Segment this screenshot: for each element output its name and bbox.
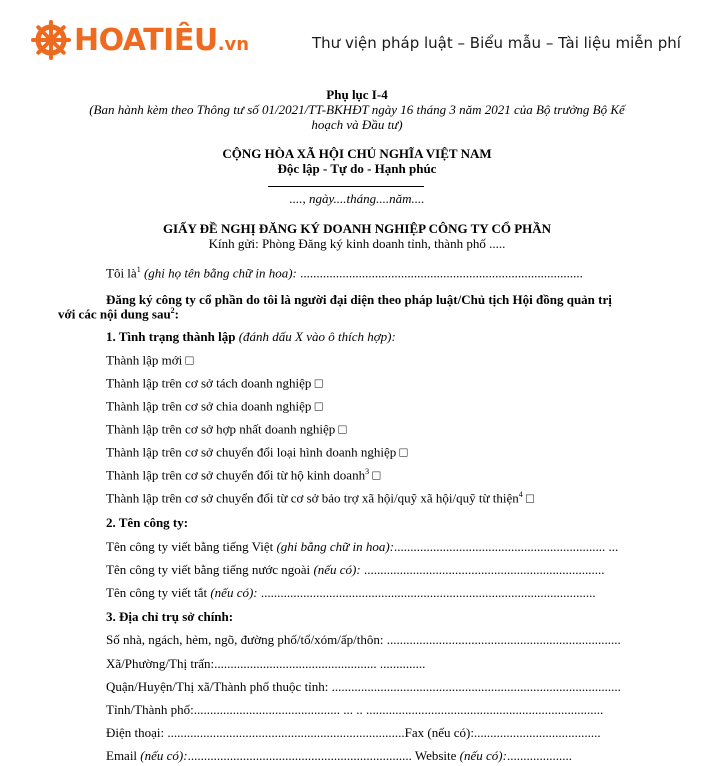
company-name-foreign <box>106 562 604 578</box>
company-name-vn-label: Tên công ty viết bằng tiếng Việt <box>106 539 274 554</box>
company-name-foreign-hint: (nếu có): <box>310 562 361 577</box>
status-footnote: 3 <box>365 467 370 476</box>
status-option-label: Thành lập trên cơ sở tách doanh nghiệp <box>106 375 312 391</box>
website-field[interactable]: .................... <box>506 748 572 763</box>
logo-suffix: .vn <box>217 33 250 55</box>
section1-hint: (đánh dấu X vào ô thích hợp): <box>235 329 396 344</box>
status-option-label: Thành lập mới <box>106 352 183 368</box>
applicant-hint: (ghi họ tên bằng chữ in hoa): <box>140 265 297 281</box>
status-option-label: Thành lập trên cơ sở chuyển đổi từ hộ kinh doanh <box>106 467 366 483</box>
company-name-vn-hint: (ghi bằng chữ in hoa): <box>273 539 395 554</box>
date-line: ...., ngày....tháng....năm.... <box>289 191 425 206</box>
register-colon: : <box>174 306 180 322</box>
ship-wheel-icon <box>30 19 72 61</box>
site-header <box>0 0 714 72</box>
company-name-foreign-label: Tên công ty viết bằng tiếng nước ngoài <box>106 562 311 577</box>
applicant-prefix: Tôi là <box>106 265 137 281</box>
footnote-2: 2 <box>170 306 175 315</box>
website-hint: (nếu có): <box>459 748 507 763</box>
recipient-line: Kính gửi: Phòng Đăng ký kinh doanh tỉnh, thành phố ..... <box>208 236 506 251</box>
status-option-merge[interactable] <box>106 421 346 437</box>
address-province-field[interactable]: Tỉnh/Thành phố:............................................. ... .. ......................................................................... <box>106 702 604 717</box>
company-name-vn-field[interactable]: ................................................................. ... <box>394 539 619 554</box>
status-option-divide[interactable] <box>106 398 323 414</box>
company-name-short-hint: (nếu có): <box>207 585 258 600</box>
status-option-new[interactable] <box>106 352 193 368</box>
address-street-field[interactable]: Số nhà, ngách, hẻm, ngõ, đường phố/tổ/xóm/ấp/thôn: ........................................................................ <box>106 632 621 647</box>
appendix-title: Phụ lục I-4 <box>326 87 388 102</box>
checkbox[interactable]: □ <box>182 352 194 368</box>
checkbox[interactable]: □ <box>335 421 347 437</box>
checkbox[interactable]: □ <box>311 398 323 414</box>
email-website-line <box>106 748 572 764</box>
checkbox[interactable]: □ <box>396 444 408 460</box>
checkbox[interactable]: □ <box>522 490 534 506</box>
checkbox[interactable]: □ <box>311 375 323 391</box>
phone-fax-field[interactable]: Điện thoại: .........................................................................Fax (nếu có):....................................... <box>106 725 601 740</box>
checkbox[interactable]: □ <box>369 467 381 483</box>
company-name-short-field[interactable]: ....................................................................................................... <box>257 585 596 600</box>
status-option-household[interactable] <box>106 467 380 483</box>
company-name-short-label: Tên công ty viết tắt <box>106 585 208 600</box>
appendix-note-line1: (Ban hành kèm theo Thông tư số 01/2021/TT-BKHĐT ngày 16 tháng 3 năm 2021 của Bộ trưởng Bộ Kế <box>89 102 625 117</box>
address-district-field[interactable]: Quận/Huyện/Thị xã/Thành phố thuộc tỉnh: ......................................................................................... <box>106 679 621 694</box>
company-name-foreign-field[interactable]: .......................................................................... <box>360 562 605 577</box>
status-option-label: Thành lập trên cơ sở chuyển đổi từ cơ sở bảo trợ xã hội/quỹ xã hội/quỹ từ thiện <box>106 490 519 506</box>
national-motto: Độc lập - Tự do - Hạnh phúc <box>277 161 437 176</box>
address-ward-field[interactable]: Xã/Phường/Thị trấn:.................................................. .............. <box>106 656 426 671</box>
register-line2-text: với các nội dung sau <box>58 306 171 322</box>
status-option-label: Thành lập trên cơ sở chuyển đổi loại hình doanh nghiệp <box>106 444 397 460</box>
status-option-charity[interactable] <box>106 490 534 506</box>
national-name: CỘNG HÒA XÃ HỘI CHỦ NGHĨA VIỆT NAM <box>222 146 492 161</box>
footnote-1: 1 <box>136 265 141 274</box>
appendix-note-line2: hoạch và Đầu tư) <box>311 117 403 132</box>
logo-text: HOATIÊU <box>74 22 218 58</box>
status-option-convert-type[interactable] <box>106 444 407 460</box>
status-footnote: 4 <box>518 490 523 499</box>
status-option-label: Thành lập trên cơ sở chia doanh nghiệp <box>106 398 312 414</box>
section2-heading: 2. Tên công ty: <box>106 515 189 530</box>
section1-title: 1. Tình trạng thành lập <box>106 329 236 344</box>
hoatieu-logo[interactable] <box>30 18 249 62</box>
status-option-label: Thành lập trên cơ sở hợp nhất doanh nghiệp <box>106 421 336 437</box>
site-tagline: Thư viện pháp luật – Biểu mẫu – Tài liệu miễn phí <box>312 34 681 52</box>
email-label: Email <box>106 748 138 763</box>
email-field[interactable]: ..................................................................... Website <box>187 748 460 763</box>
section1-heading <box>106 329 396 345</box>
applicant-fill[interactable]: ....................................................................................... <box>296 265 583 281</box>
email-hint: (nếu có): <box>137 748 188 763</box>
section3-heading: 3. Địa chỉ trụ sở chính: <box>106 609 234 624</box>
form-title: GIẤY ĐỀ NGHỊ ĐĂNG KÝ DOANH NGHIỆP CÔNG TY CỔ PHẦN <box>162 221 552 236</box>
company-name-short <box>106 585 596 601</box>
register-line1: Đăng ký công ty cổ phần do tôi là người đại diện theo pháp luật/Chủ tịch Hội đồng quản trị <box>106 292 612 307</box>
register-line2 <box>58 306 179 322</box>
applicant-line <box>106 265 583 281</box>
motto-underline <box>268 186 424 187</box>
company-name-vn <box>106 539 618 555</box>
status-option-split[interactable] <box>106 375 323 391</box>
